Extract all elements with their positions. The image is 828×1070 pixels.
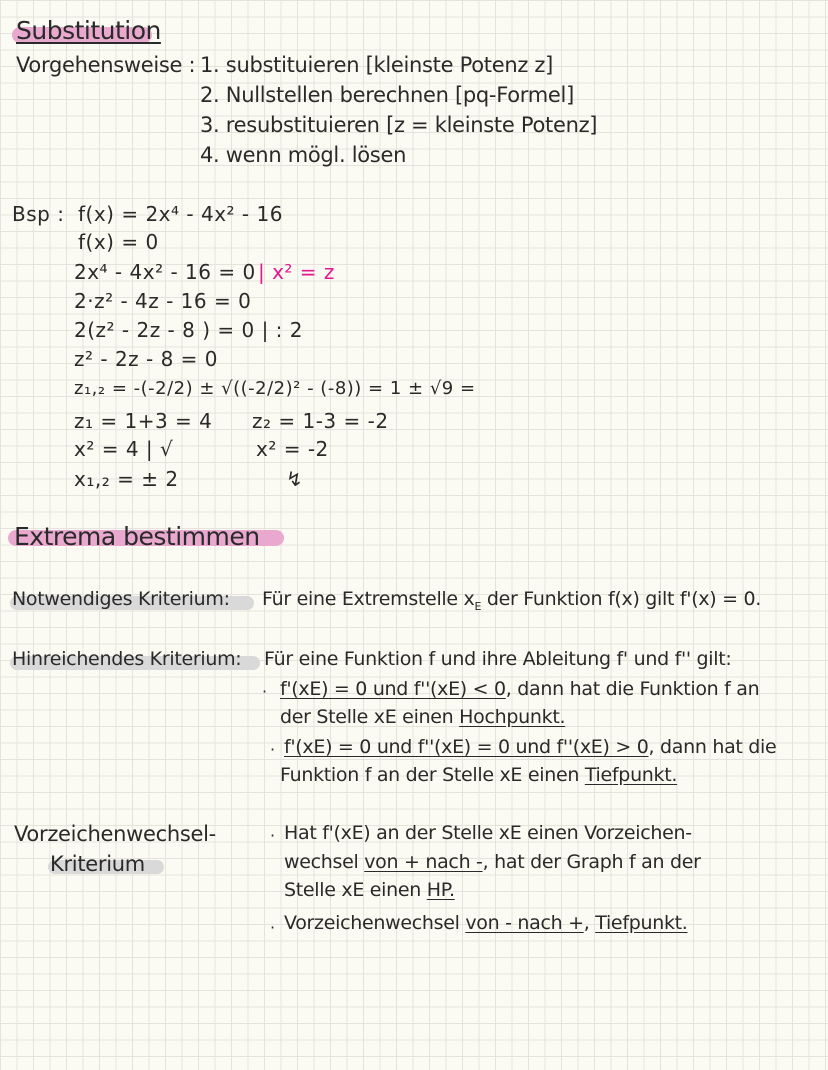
example-line-1: f(x) = 0 <box>78 230 159 254</box>
sign-b2b: , <box>583 912 596 934</box>
example-line-z1: z₁ = 1+3 = 4 <box>74 409 213 433</box>
step-1: 1. substituieren [kleinste Potenz z] <box>200 53 554 77</box>
sufficient-b1-rest: , dann hat die Funktion f an <box>505 678 760 700</box>
sufficient-bullet-2-line2 <box>280 766 677 785</box>
example-label: Bsp : <box>12 202 65 226</box>
necessary-text-a: Für eine Extremstelle x <box>262 588 475 610</box>
step-2: 2. Nullstellen berechnen [pq-Formel] <box>200 83 574 107</box>
example-line-5: z² - 2z - 8 = 0 <box>74 347 219 371</box>
example-line-z2: z₂ = 1-3 = -2 <box>252 409 389 433</box>
sign-b1-l2a: wechsel <box>284 851 365 873</box>
sufficient-b2-line2: Funktion f an der Stelle xE einen <box>280 764 585 786</box>
step-3: 3. resubstituieren [z = kleinste Potenz] <box>200 113 598 137</box>
sign-bullet-2 <box>284 914 688 933</box>
sufficient-b2-underlined: f'(xE) = 0 und f''(xE) = 0 und f''(xE) > 0 <box>284 736 649 758</box>
necessary-text-b: der Funktion f(x) gilt f'(x) = 0. <box>481 588 762 610</box>
sign-bullet-1-line3 <box>284 881 455 900</box>
sufficient-intro: Für eine Funktion f und ihre Ableitung f' und f'' gilt: <box>264 648 732 670</box>
example-line-pq: z₁,₂ = -(-2/2) ± √((-2/2)² - (-8)) = 1 ± √9 = <box>74 378 476 399</box>
sufficient-bullet-1 <box>280 680 759 699</box>
sufficient-bullet-2 <box>284 738 776 757</box>
sufficient-b1-line2: der Stelle xE einen <box>280 706 460 728</box>
substitution-title: Substitution <box>16 16 161 45</box>
example-function: f(x) = 2x⁴ - 4x² - 16 <box>78 202 283 226</box>
example-line-3: 2·z² - 4z - 16 = 0 <box>74 289 252 313</box>
tiefpunkt-term-2: Tiefpunkt. <box>595 912 688 934</box>
necessary-text <box>262 590 761 612</box>
sufficient-b2-rest: , dann hat die <box>648 736 777 758</box>
example-line-4: 2(z² - 2z - 8 ) = 0 | : 2 <box>74 318 303 342</box>
example-line-x12: x₁,₂ = ± 2 <box>74 467 179 491</box>
sign-bullet-1-line1: Hat f'(xE) an der Stelle xE einen Vorzeichen- <box>284 822 692 844</box>
sign-b1-l2u: von + nach - <box>364 851 483 873</box>
necessary-sub: E <box>474 599 482 613</box>
bullet: · <box>270 740 276 759</box>
sign-b2a: Vorzeichenwechsel <box>284 912 466 934</box>
hochpunkt-term: Hochpunkt. <box>459 706 566 728</box>
example-line-x2-right: x² = -2 <box>256 437 329 461</box>
step-4: 4. wenn mögl. lösen <box>200 143 407 167</box>
sign-label-2: Kriterium <box>50 852 145 876</box>
sign-b1-l3a: Stelle xE einen <box>284 879 427 901</box>
tiefpunkt-term: Tiefpunkt. <box>584 764 678 786</box>
contradiction-icon: ↯ <box>286 467 304 491</box>
bullet: · <box>262 682 268 701</box>
example-line-x2: x² = 4 | √ <box>74 437 174 461</box>
sufficient-b1-underlined: f'(xE) = 0 und f''(xE) < 0 <box>280 678 506 700</box>
substitution-marker: | x² = z <box>258 260 335 284</box>
bullet: · <box>270 918 276 937</box>
sign-b1-l2b: , hat der Graph f an der <box>482 851 701 873</box>
bullet: · <box>270 826 276 845</box>
hp-term: HP. <box>426 879 455 901</box>
procedure-label: Vorgehensweise : <box>16 53 196 77</box>
sufficient-bullet-1-line2 <box>280 708 565 727</box>
sign-label-1: Vorzeichenwechsel- <box>14 822 216 846</box>
sufficient-label: Hinreichendes Kriterium: <box>12 648 242 670</box>
sign-b2u: von - nach + <box>465 912 584 934</box>
example-line-2: 2x⁴ - 4x² - 16 = 0 <box>74 260 256 284</box>
sign-bullet-1-line2 <box>284 853 701 872</box>
extrema-title: Extrema bestimmen <box>14 522 260 551</box>
necessary-label: Notwendiges Kriterium: <box>12 588 230 610</box>
